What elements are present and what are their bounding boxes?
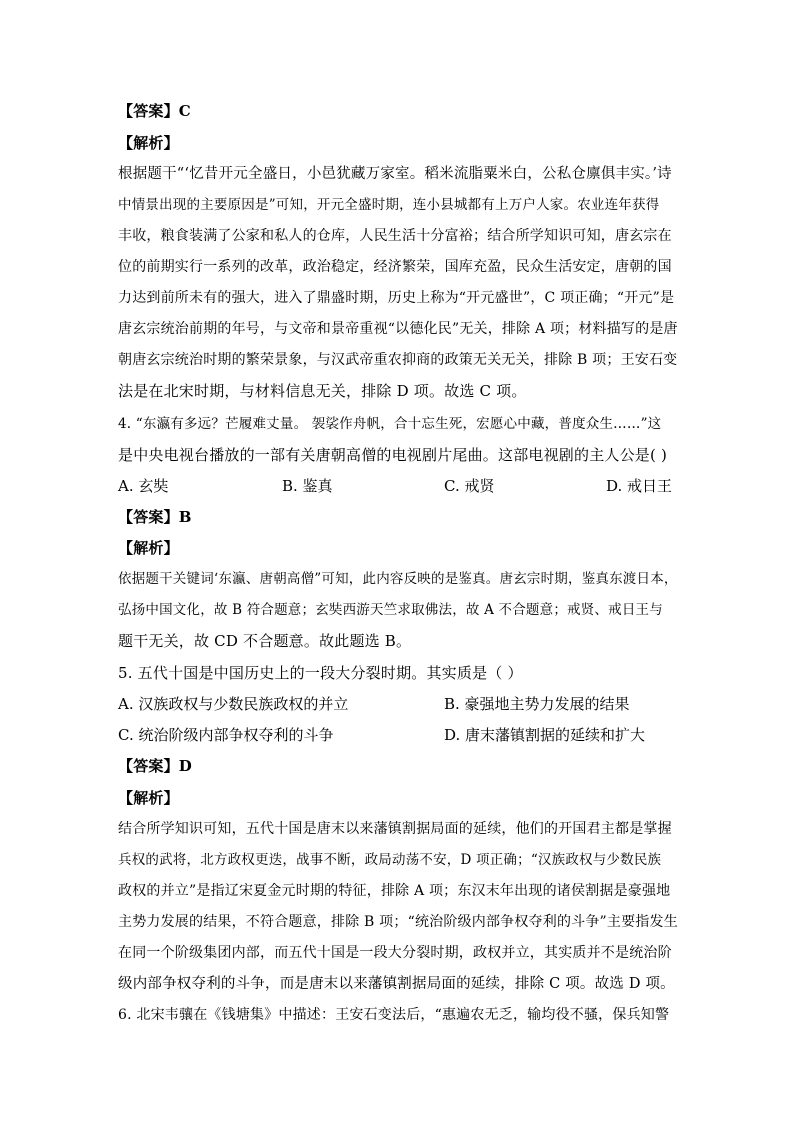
q5-option-b: B. 豪强地主势力发展的结果 — [444, 695, 630, 713]
q5-analysis-heading: 【解析】 — [118, 789, 179, 807]
q4-analysis-line: 题干无关，故 CD 不合题意。故此题选 B。 — [118, 632, 412, 650]
q6-stem: 6. 北宋韦骧在《钱塘集》中描述：王安石变法后，“惠遍农无乏，输均役不骚，保兵知警 — [118, 1007, 670, 1023]
q3-analysis-line: 力达到前所未有的强大，进入了鼎盛时期，历史上称为“开元盛世”，C 项正确；“开元”是 — [118, 290, 675, 306]
q4-analysis-heading: 【解析】 — [118, 539, 179, 557]
q3-analysis-line: 根据题干“‘忆昔开元全盛日，小邑犹藏万家室。稻米流脂粟米白，公私仓廪俱丰实。’诗 — [118, 166, 672, 182]
q4-option-d: D. 戒日王 — [606, 477, 673, 495]
q5-option-c: C. 统治阶级内部争权夺利的斗争 — [118, 726, 334, 744]
q5-analysis-line: 级内部争权夺利的斗争，而是唐末以来藩镇割据局面的延续，排除 C 项。故选 D 项。 — [118, 976, 675, 992]
q3-analysis-line: 法是在北宋时期，与材料信息无关，排除 D 项。故选 C 项。 — [118, 382, 527, 400]
q3-analysis-heading: 【解析】 — [118, 134, 179, 152]
q5-analysis-line: 政权的并立”是指辽宋夏金元时期的特征，排除 A 项；东汉末年出现的诸侯割据是豪强地 — [118, 883, 671, 899]
q4-analysis-line: 弘扬中国文化，故 B 符合题意；玄奘西游天竺求取佛法，故 A 不合题意；戒贤、戒日王与 — [118, 602, 663, 618]
q4-analysis-line: 依据题干关键词‘东瀛、唐朝高僧”可知，此内容反映的是鉴真。唐玄宗时期，鉴真东渡日本， — [118, 571, 678, 587]
q5-answer: 【答案】D — [118, 757, 193, 775]
q3-analysis-line: 唐玄宗统治前期的年号，与文帝和景帝重视“以德化民”无关，排除 A 项；材料描写的是唐 — [118, 321, 678, 337]
q5-stem: 5. 五代十国是中国历史上的一段大分裂时期。其实质是（ ） — [118, 664, 523, 682]
q3-answer: 【答案】C — [118, 102, 191, 120]
q5-option-a: A. 汉族政权与少数民族政权的并立 — [118, 695, 349, 713]
q3-analysis-line: 朝唐玄宗统治时期的繁荣景象，与汉武帝重农抑商的政策无关无关，排除 B 项；王安石变 — [118, 352, 678, 368]
q5-analysis-line: 在同一个阶级集团内部，而五代十国是一段大分裂时期，政权并立，其实质并不是统治阶 — [118, 945, 672, 961]
q5-analysis-line: 兵权的武将，北方政权更迭，战事不断，政局动荡不安，D 项正确；“汉族政权与少数民族 — [118, 852, 662, 868]
q3-analysis-line: 中情景出现的主要原因是”可知，开元全盛时期，连小县城都有上万户人家。农业连年获得 — [118, 197, 660, 213]
q4-stem-line: 是中央电视台播放的一部有关唐朝高僧的电视剧片尾曲。这部电视剧的主人公是( ) — [118, 446, 668, 464]
q4-answer: 【答案】B — [118, 508, 192, 526]
q3-analysis-line: 丰收，粮食装满了公家和私人的仓库，人民生活十分富裕；结合所学知识可知，唐玄宗在 — [118, 228, 672, 244]
q4-option-a: A. 玄奘 — [118, 477, 169, 495]
q3-analysis-line: 位的前期实行一系列的改革，政治稳定，经济繁荣，国库充盈，民众生活安定，唐朝的国 — [118, 259, 672, 275]
q5-option-d: D. 唐末藩镇割据的延续和扩大 — [444, 726, 646, 744]
q5-analysis-line: 主势力发展的结果，不符合题意，排除 B 项；“统治阶级内部争权夺利的斗争”主要指发生 — [118, 914, 678, 930]
q4-option-c: C. 戒贤 — [444, 477, 495, 495]
q5-analysis-line: 结合所学知识可知，五代十国是唐末以来藩镇割据局面的延续，他们的开国君主都是掌握 — [118, 821, 672, 837]
q4-option-b: B. 鉴真 — [282, 477, 333, 495]
q4-stem-line: 4. “东瀛有多远？芒履难丈量。 袈裟作舟帆，合十忘生死，宏愿心中藏，普度众生……”这 — [118, 416, 662, 432]
